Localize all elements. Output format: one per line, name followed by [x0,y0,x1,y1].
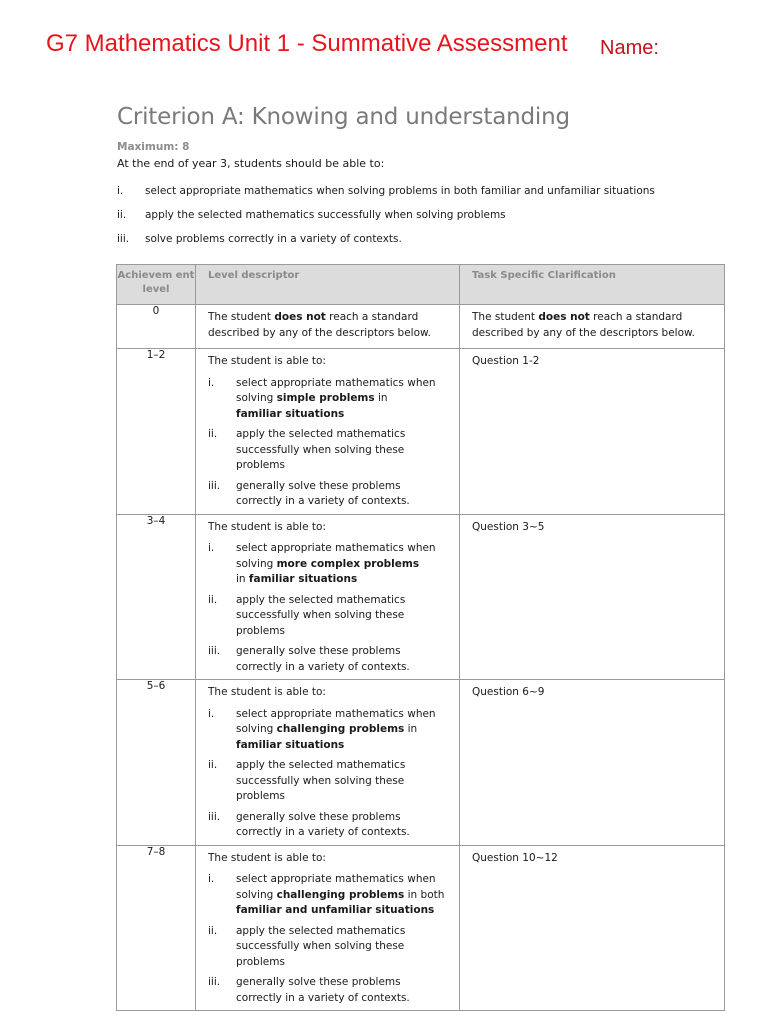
descriptor-intro: The student is able to: [208,355,326,367]
descriptor-item [208,924,449,971]
task-cell [460,680,725,846]
criterion-heading: Criterion A: Knowing and understanding [117,104,570,130]
rubric-table [116,264,725,1011]
objective-number: iii. [117,233,130,245]
objective-item [117,209,737,233]
objective-number: ii. [117,209,127,221]
item-text: select appropriate mathematics when solving [236,542,436,570]
item-text: apply the selected mathematics successfully when solving these problems [236,428,406,471]
objective-item [117,185,737,209]
item-text: apply the selected mathematics successfully when solving these problems [236,759,406,802]
objectives-intro: At the end of year 3, students should be able to: [117,157,385,170]
descriptor-item [208,975,449,1006]
objective-text: apply the selected mathematics successfully when solving problems [145,209,506,221]
task-text: The student [472,311,539,323]
item-emphasis: challenging problems [276,723,405,735]
table-header-row [117,265,725,305]
descriptor-item [208,541,449,588]
task-cell [460,514,725,680]
level-cell: 3–4 [117,514,196,680]
level-cell: 5–6 [117,680,196,846]
item-emphasis: more complex problems [276,557,420,570]
descriptor-cell [196,349,460,515]
descriptor-item [208,758,449,805]
header-achievement-level: Achievem ent level [117,265,196,305]
descriptor-item [208,872,449,919]
item-text: in [374,392,388,404]
objective-text: select appropriate mathematics when solving problems in both familiar and unfamiliar situations [145,185,655,197]
item-number: ii. [208,428,218,440]
level-cell: 0 [117,305,196,349]
task-text: Question 3~5 [472,520,545,533]
item-text: generally solve these problems correctly in a variety of contexts. [236,976,410,1004]
item-number: iii. [208,479,221,492]
item-emphasis: familiar situations [248,573,358,585]
item-text: apply the selected mathematics successfully when solving these problems [236,924,406,968]
descriptor-item [208,427,449,474]
document-header [46,30,746,66]
objectives-list [117,185,737,257]
descriptor-item [208,376,449,423]
item-text: generally solve these problems correctly in a variety of contexts. [236,645,410,673]
item-emphasis: simple problems [276,392,375,404]
item-number: iii. [208,645,221,657]
descriptor-cell [196,305,460,349]
task-cell [460,349,725,515]
descriptor-intro: The student is able to: [208,520,326,533]
item-number: i. [208,542,215,554]
objective-text: solve problems correctly in a variety of contexts. [145,233,402,245]
header-level-descriptor: Level descriptor [196,265,460,305]
task-text: Question 6~9 [472,686,545,698]
objective-number: i. [117,185,124,197]
level-cell: 7–8 [117,845,196,1011]
descriptor-item [208,644,449,675]
item-text: select appropriate mathematics when solving [236,707,436,735]
descriptor-item [208,593,449,640]
descriptor-text: The student [208,311,275,323]
item-emphasis: familiar situations [236,407,345,420]
task-emphasis: does not [538,311,590,323]
item-text: generally solve these problems correctly in a variety of contexts. [236,479,410,507]
item-text: in both [404,888,445,901]
item-text: in [404,723,418,735]
descriptor-item [208,479,449,510]
item-number: i. [208,873,215,885]
item-emphasis: familiar and unfamiliar situations [236,904,435,916]
item-text: in [236,573,249,585]
item-emphasis: challenging problems [276,888,405,901]
table-row [117,514,725,680]
document-title: G7 Mathematics Unit 1 - Summative Assessment [46,30,568,57]
item-text: select appropriate mathematics when solving [236,873,436,901]
task-text: Question 1-2 [472,355,540,367]
descriptor-item [208,810,449,841]
item-number: iii. [208,976,221,988]
objective-item [117,233,737,257]
item-text: select appropriate mathematics when solving [236,376,436,404]
level-cell: 1–2 [117,349,196,515]
descriptor-text: reach a standard described by any of the descriptors below. [208,311,431,339]
maximum-score: Maximum: 8 [117,141,190,153]
item-emphasis: familiar situations [236,738,345,751]
task-cell [460,305,725,349]
descriptor-emphasis: does not [274,311,326,323]
task-text: Question 10~12 [472,851,558,864]
table-row [117,845,725,1011]
table-row [117,680,725,846]
descriptor-intro: The student is able to: [208,686,326,698]
table-row [117,349,725,515]
item-number: i. [208,376,215,389]
item-number: iii. [208,810,221,823]
task-text: reach a standard described by any of the descriptors below. [472,311,695,339]
descriptor-intro: The student is able to: [208,851,326,864]
item-number: ii. [208,593,218,606]
descriptor-cell [196,514,460,680]
task-cell [460,845,725,1011]
descriptor-item [208,707,449,754]
table-row [117,305,725,349]
item-text: generally solve these problems correctly in a variety of contexts. [236,810,410,838]
item-number: ii. [208,924,218,937]
item-number: i. [208,707,215,720]
header-task-clarification: Task Specific Clarification [460,265,725,305]
descriptor-cell [196,845,460,1011]
name-label: Name: [600,37,659,59]
item-text: apply the selected mathematics successfully when solving these problems [236,593,406,637]
descriptor-cell [196,680,460,846]
item-number: ii. [208,759,218,771]
